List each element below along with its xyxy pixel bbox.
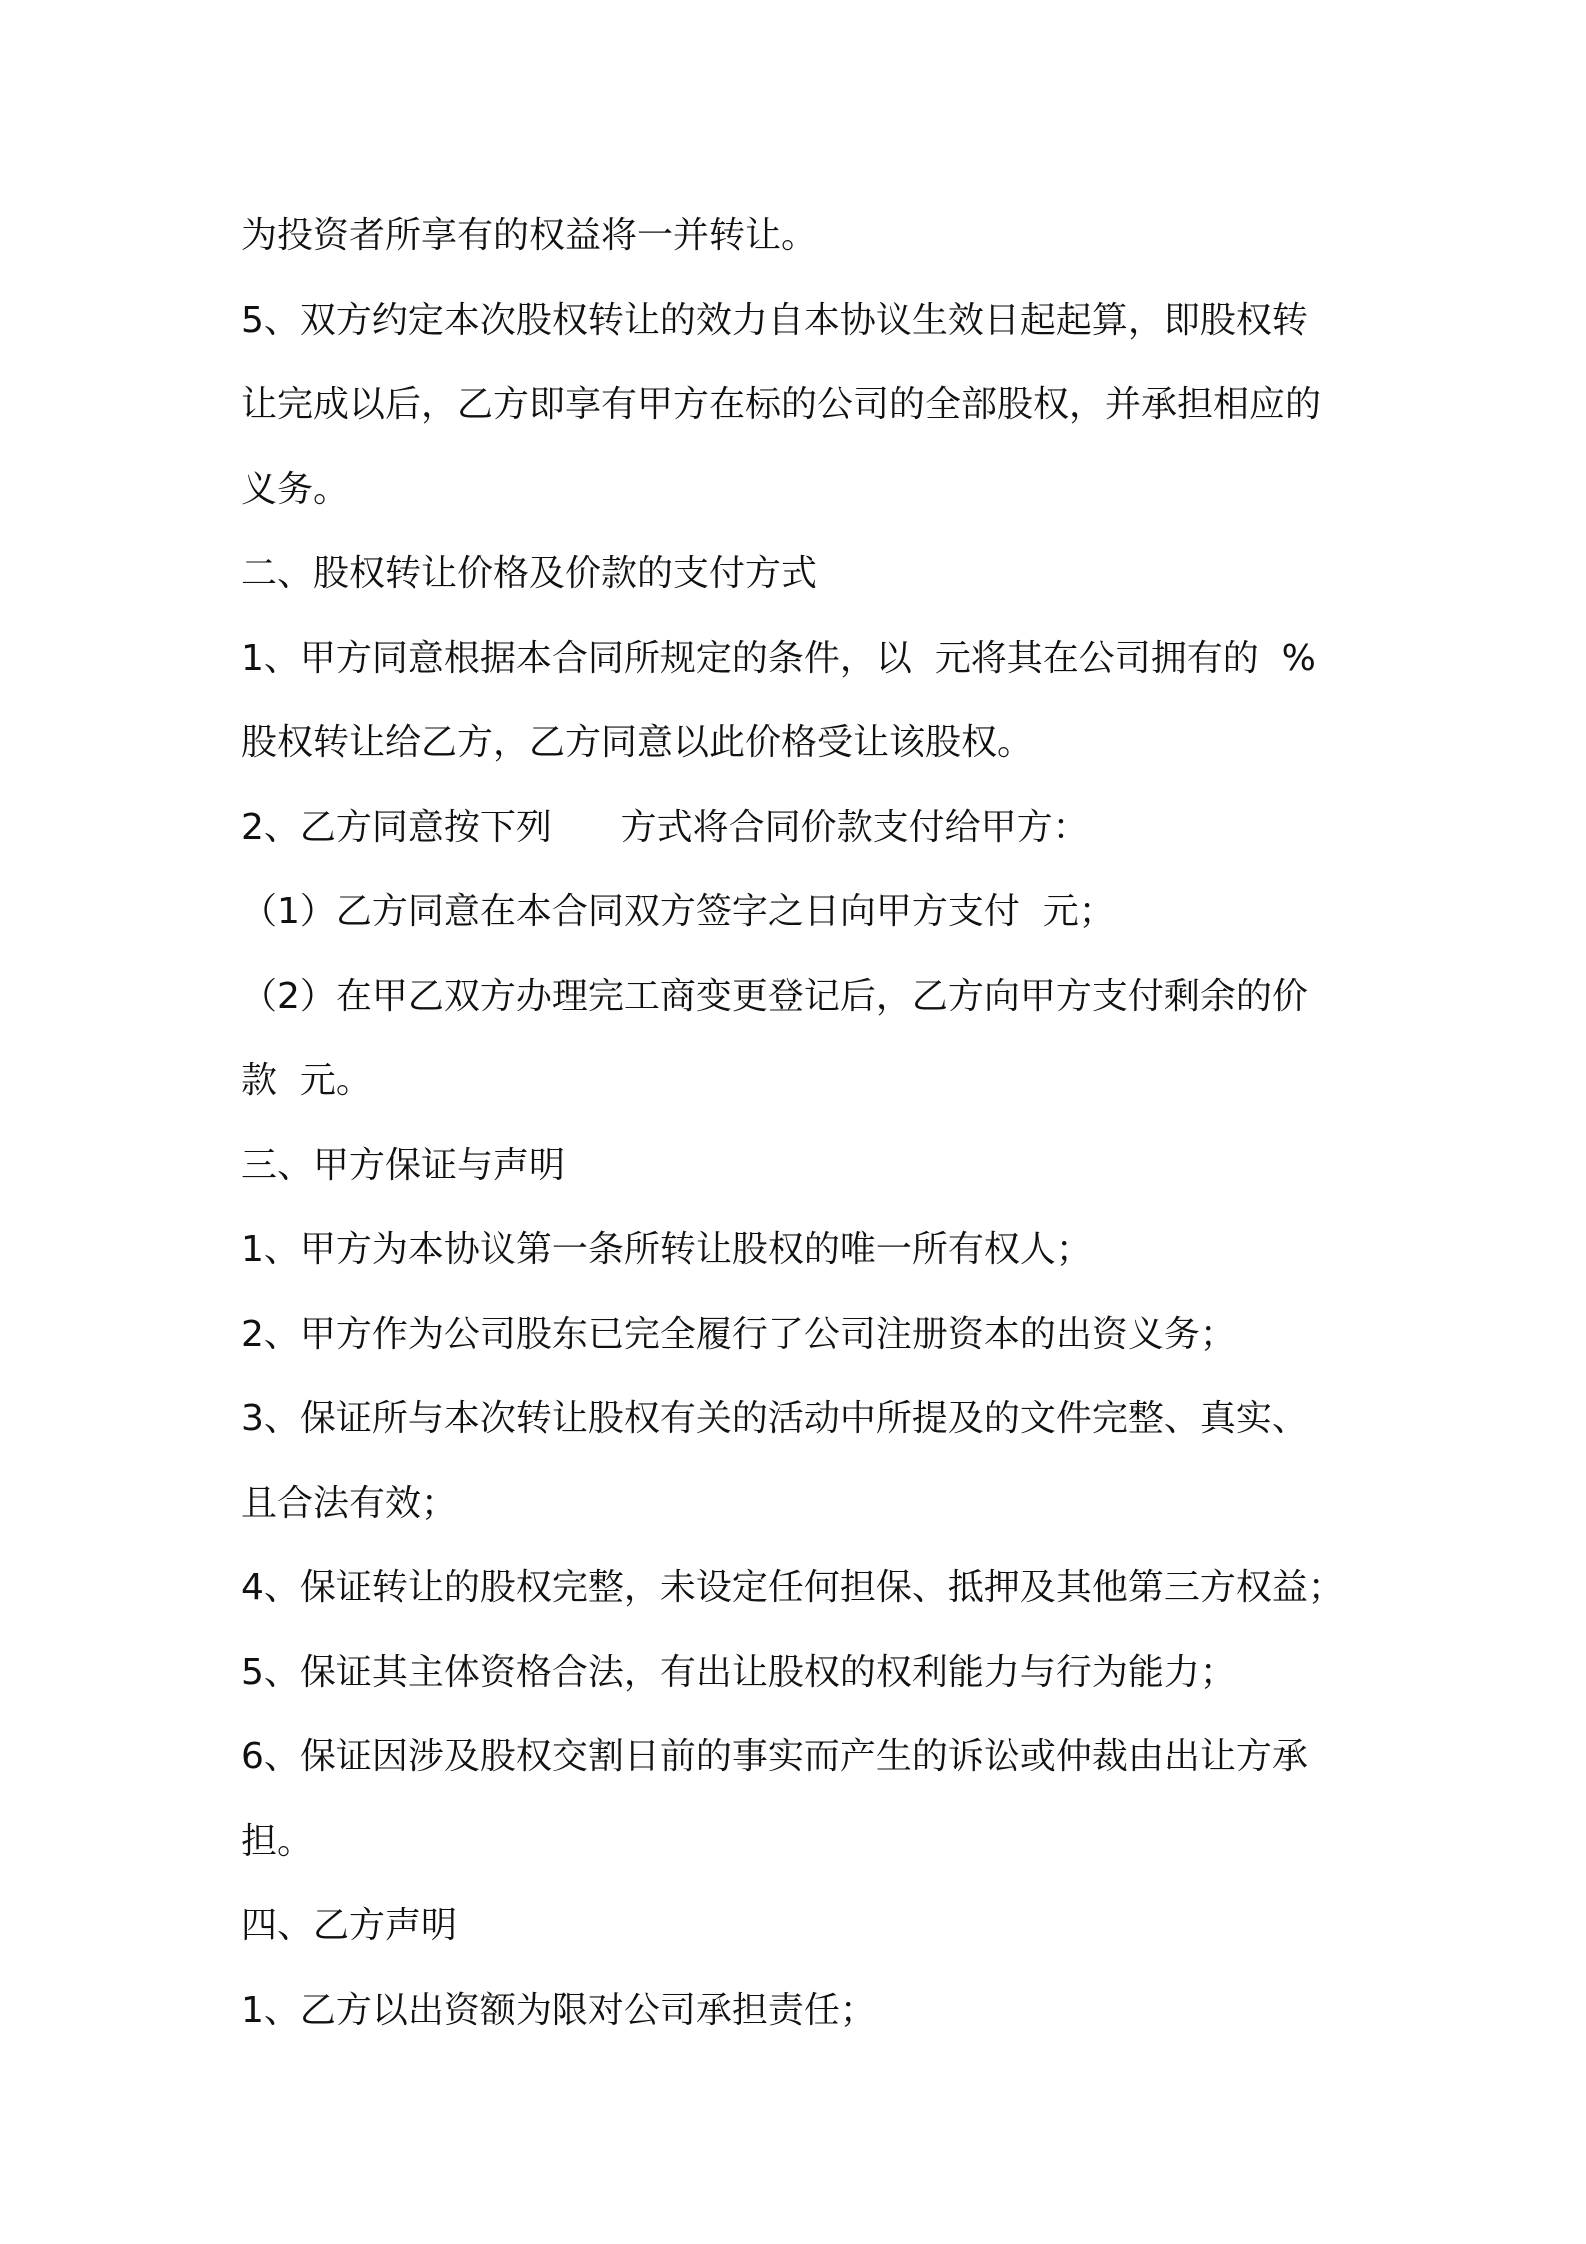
document-body: [241, 194, 1371, 2053]
text-line: （1）乙方同意在本合同双方签字之日向甲方支付 元；: [241, 891, 1115, 932]
text-line: 2、乙方同意按下列 方式将合同价款支付给甲方：: [241, 806, 1089, 848]
text-line: 担。: [241, 1820, 314, 1862]
section-heading: 四、乙方声明: [241, 1905, 458, 1946]
text-line: 5、双方约定本次股权转让的效力自本协议生效日起起算，即股权转: [241, 299, 1308, 341]
text-line: 1、甲方同意根据本合同所规定的条件，以 元将其在公司拥有的 %: [241, 637, 1316, 679]
text-line: 义务。: [241, 468, 350, 510]
section-heading: 三、甲方保证与声明: [241, 1144, 566, 1186]
text-line: 股权转让给乙方，乙方同意以此价格受让该股权。: [241, 722, 1034, 763]
text-line: 2、甲方作为公司股东已完全履行了公司注册资本的出资义务；: [241, 1313, 1236, 1355]
text-line: 款 元。: [241, 1060, 372, 1101]
text-line: 5、保证其主体资格合法，有出让股权的权利能力与行为能力；: [241, 1651, 1236, 1693]
text-line: 4、保证转让的股权完整，未设定任何担保、抵押及其他第三方权益；: [241, 1567, 1344, 1608]
text-line: 让完成以后，乙方即享有甲方在标的公司的全部股权，并承担相应的: [241, 384, 1322, 425]
text-line: 为投资者所享有的权益将一并转让。: [241, 215, 818, 256]
text-line: 1、乙方以出资额为限对公司承担责任；: [241, 1989, 876, 2031]
text-line: 3、保证所与本次转让股权有关的活动中所提及的文件完整、真实、: [241, 1398, 1308, 1439]
text-line: 6、保证因涉及股权交割日前的事实而产生的诉讼或仲裁由出让方承: [241, 1736, 1308, 1777]
text-line: （2）在甲乙双方办理完工商变更登记后，乙方向甲方支付剩余的价: [241, 975, 1308, 1017]
text-line: 且合法有效；: [241, 1482, 458, 1524]
text-line: 1、甲方为本协议第一条所转让股权的唯一所有权人；: [241, 1229, 1092, 1270]
section-heading: 二、股权转让价格及价款的支付方式: [241, 553, 818, 594]
